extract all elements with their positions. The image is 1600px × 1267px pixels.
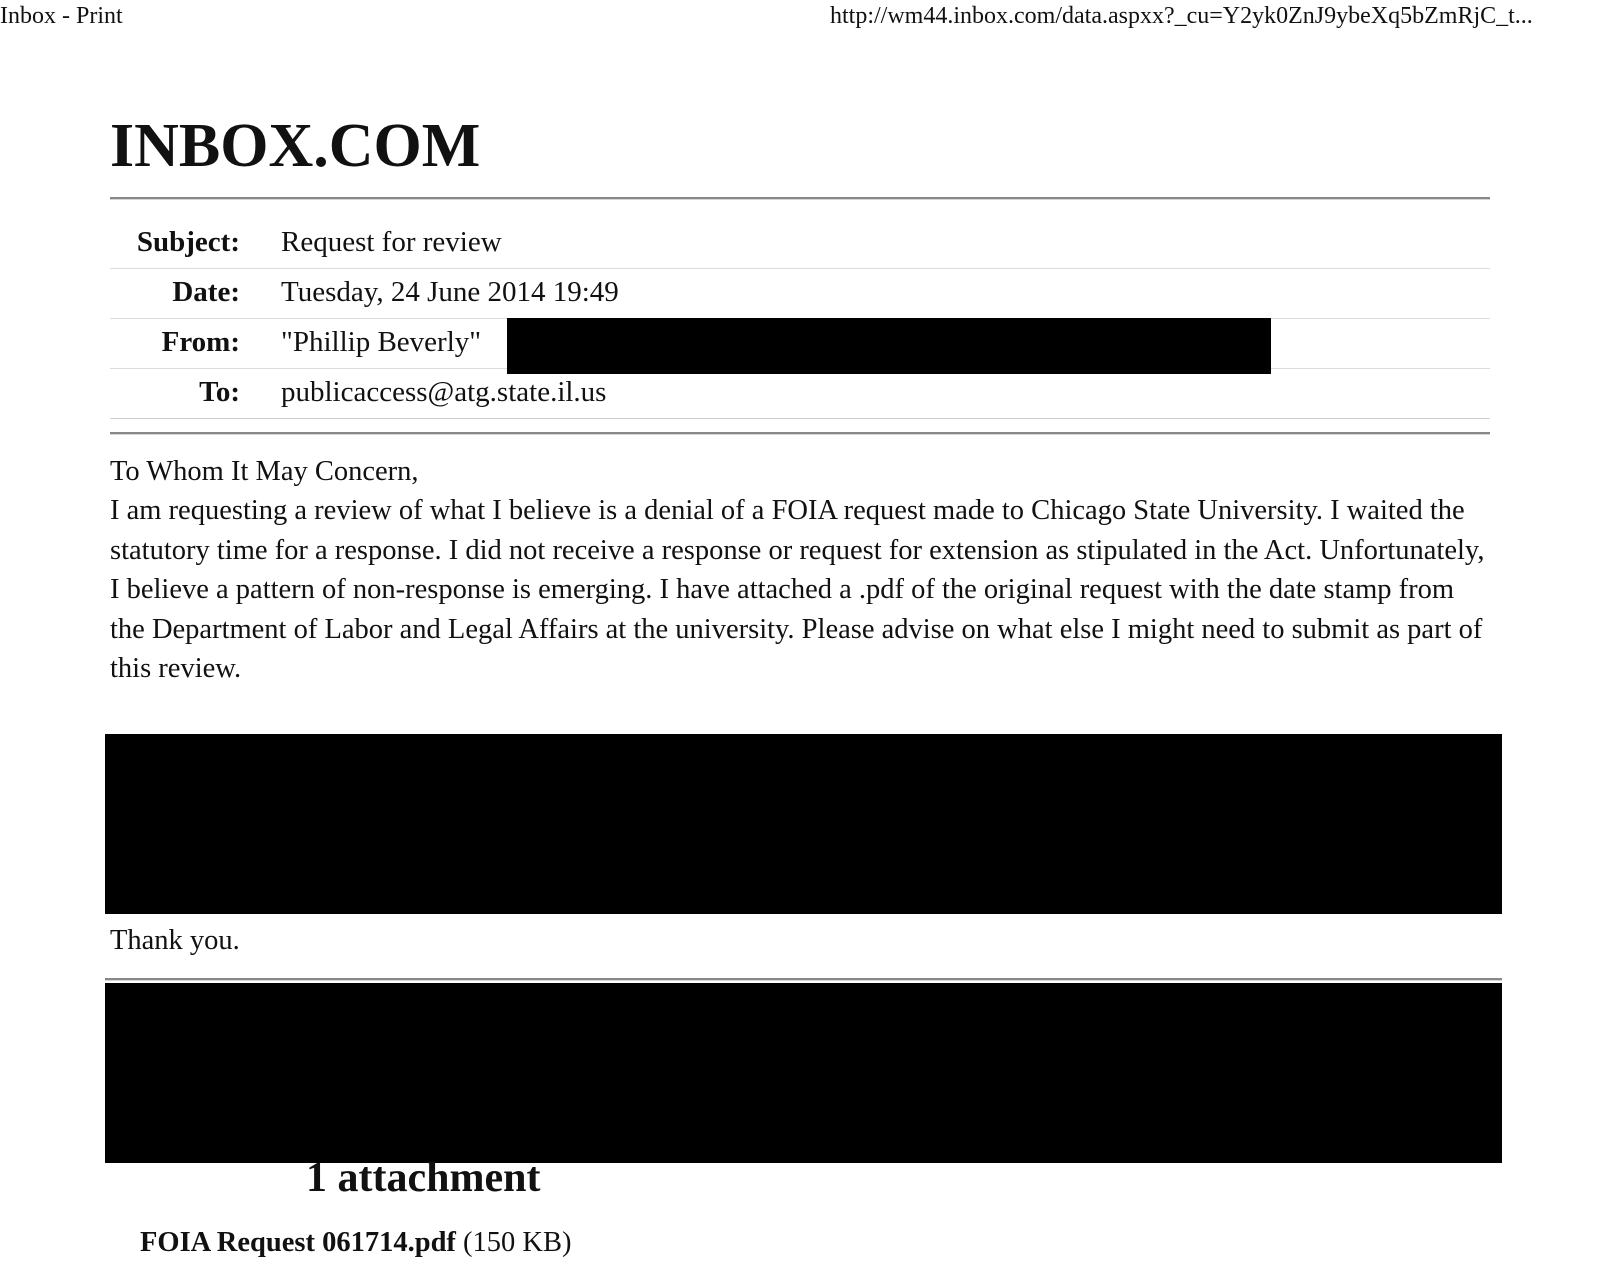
from-address-redaction (507, 318, 1271, 374)
message-body (110, 452, 1490, 688)
to-row (110, 369, 1490, 419)
attachments-heading: 1 attachment (306, 1155, 541, 1201)
attachment-file-size: (150 KB) (463, 1227, 572, 1258)
print-header (0, 0, 1600, 34)
date-row (110, 269, 1490, 319)
header-top-divider (110, 197, 1490, 200)
signature-redaction (105, 734, 1502, 914)
header-bottom-divider (110, 432, 1490, 435)
message-paragraph: I am requesting a review of what I believe is a denial of a FOIA request made to Chicago State University. I waited the statutory time for a response. I did not receive a response or request for extension as stipulated in the Act. Unfortunately, I believe a pattern of non-response is emerging. I have attached a .pdf of the original request with the date stamp from the Department of Labor and Legal Affairs at the university. Please advise on what else I might need to submit as part of this review. (110, 495, 1485, 685)
message-closing: Thank you. (110, 925, 240, 956)
attachments-divider (105, 978, 1502, 981)
to-label: To: (199, 376, 240, 408)
message-salutation: To Whom It May Concern, (110, 456, 419, 487)
subject-label: Subject: (136, 226, 240, 258)
print-page-title: Inbox - Print (0, 3, 123, 29)
from-label: From: (161, 326, 240, 358)
to-value: publicaccess@atg.state.il.us (281, 376, 607, 408)
from-value: "Phillip Beverly" (281, 326, 482, 358)
date-value: Tuesday, 24 June 2014 19:49 (281, 276, 619, 308)
inbox-logo: INBOX.COM (110, 112, 481, 180)
attachment-preview-redaction (105, 983, 1502, 1163)
subject-row (110, 219, 1490, 269)
subject-value: Request for review (281, 226, 502, 258)
date-label: Date: (172, 276, 240, 308)
print-page-url: http://wm44.inbox.com/data.aspxx?_cu=Y2yk0ZnJ9ybeXq5bZmRjC_t... (830, 3, 1533, 29)
attachment-item[interactable] (140, 1225, 572, 1261)
attachment-file-name[interactable]: FOIA Request 061714.pdf (140, 1227, 456, 1258)
